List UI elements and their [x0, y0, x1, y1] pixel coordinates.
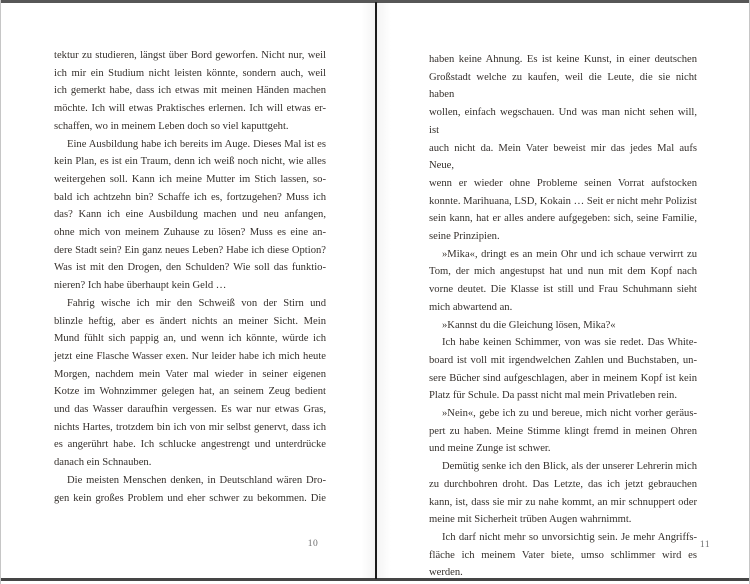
text-line: möchte. Ich will etwas Praktisches erlernen. Ich will etwas er- [54, 103, 326, 115]
text-line: Eine Ausbildung habe ich bereits im Auge. Dieses Mal ist es [67, 138, 326, 150]
page-number-right: 11 [699, 540, 711, 550]
text-line: »Nein«, gebe ich zu und bereue, mich nicht vorher geräus- [442, 408, 697, 420]
text-line: Morgen, nachdem mein Vater mal wieder in seiner eigenen [54, 368, 326, 380]
text-line: meine mit Sicherheit trüben Augen wahrnimmt. [429, 514, 632, 526]
text-line: sere Bücher sind aufgeschlagen, aber in meinem Kopf ist kein [429, 372, 697, 384]
text-line: blinzle heftig, aber es ändert nichts an meiner Sicht. Mein [54, 315, 326, 327]
text-line: und das Wasser daraufhin vergessen. Es war nur etwas Gras, [54, 404, 326, 416]
text-line: »Kannst du die Gleichung lösen, Mika?« [442, 319, 616, 331]
text-line: Tom, der mich angestupst hat und nun mit dem Kopf nach [429, 266, 697, 278]
text-line: Die meisten Menschen denken, in Deutschland wären Dro- [67, 474, 326, 486]
text-line: Demütig senke ich den Blick, als der unserer Lehrerin mich [442, 461, 697, 473]
text-line: wollen, einfach wegschauen. Und was man nicht sehen will, ist [429, 107, 697, 136]
text-line: Platz für Schule. Da passt nicht mal mein Privatleben rein. [429, 390, 678, 402]
text-line: wenn er wieder ohne Probleme seinen Vorrat aufstocken [429, 177, 697, 189]
page-number-left: 10 [307, 539, 319, 549]
text-line: vorne deutet. Die Klasse ist still und Frau Schuhmann sieht [429, 284, 697, 296]
text-line: Ich habe keinen Schimmer, von was sie redet. Das White- [442, 337, 697, 349]
gutter-shadow-right [377, 3, 391, 578]
text-line: tektur zu studieren, längst über Bord geworfen. Nicht nur, weil [54, 50, 326, 61]
text-line: danach ein Schnauben. [54, 457, 152, 469]
text-line: konnte. Marihuana, LSD, Kokain … Seit er nicht mehr Polizist [429, 195, 697, 207]
text-line: Großstadt welche zu kaufen, weil die Leute, die sie nicht haben [429, 71, 697, 101]
page-left-text-block [54, 47, 326, 507]
text-line: weitergehen soll. Kann ich meine Mutter im Stich lassen, so- [54, 173, 326, 185]
text-line: fläche ich meinem Vater biete, umso schlimmer wird es werden. [429, 549, 697, 579]
text-line: das? Kann ich eine Ausbildung machen und neu anfangen, [54, 209, 326, 221]
text-line: mich abwartend an. [429, 301, 513, 313]
text-line: board ist voll mit irgendwelchen Zahlen und Buchstaben, un- [429, 354, 697, 366]
text-line: seine Prinzipien. [429, 231, 500, 243]
text-line: bald ich achtzehn bin? Schaffe ich es, fortzugehen? Muss ich [54, 191, 326, 203]
text-line: kann, ist, dass sie mir zu nahe kommt, an mir schnuppert oder [429, 496, 697, 508]
text-line: kein Plan, es ist ein Traum, denn ich weiß noch nicht, wie alles [54, 156, 326, 168]
gutter-shadow-left [361, 3, 375, 578]
text-line: gen kein großes Problem und eher schwer zu bekommen. Die [54, 492, 326, 504]
text-line: ich gemerkt habe, dass ich etwas mit meinen Händen machen [54, 85, 326, 97]
text-line: und meine Zunge ist schwer. [429, 443, 551, 455]
text-line: haben keine Ahnung. Es ist keine Kunst, in einer deutschen [429, 54, 697, 65]
text-line: Was ist mit den Drogen, den Schulden? Wie soll das funktio- [54, 262, 326, 274]
text-line: pert zu haben. Meine Stimme klingt fremd in meinen Ohren [429, 425, 697, 437]
text-line: ohne mich von meinem Zuhause zu lösen? Muss es eine an- [54, 227, 326, 239]
text-line: Fahrig wische ich mir den Schweiß von der Stirn und [67, 297, 326, 309]
text-line: es angerührt habe. Ich schlucke angestrengt und unterdrücke [54, 439, 326, 451]
text-line: jetzt eine Flasche Wasser exen. Nur leider habe ich mich heute [54, 350, 326, 362]
text-line: Ich darf nicht mehr so unvorsichtig sein. Je mehr Angriffs- [442, 531, 697, 543]
page-right-text-block [429, 51, 697, 582]
text-line: »Mika«, dringt es an mein Ohr und ich schaue verwirrt zu [442, 248, 697, 260]
text-line: sein kann, hat er alles andere aufgegeben: sich, seine Familie, [429, 213, 697, 225]
text-line: nieren? Ich habe überhaupt kein Geld … [54, 280, 227, 292]
text-line: Kotze im Wohnzimmer gelegen hat, an seinem Zeug bedient [54, 386, 326, 398]
text-line: schaffen, wo in meinem Leben doch so viel kaputtgeht. [54, 120, 289, 132]
text-line: nichts Hartes, trotzdem bin ich von mir selbst genervt, dass ich [54, 421, 326, 433]
text-line: Mund fühlt sich pappig an, und wenn ich könnte, würde ich [54, 333, 326, 345]
text-line: dere Stadt sein? Ein ganz neues Leben? Habe ich diese Option? [54, 244, 326, 256]
book-spine [375, 2, 377, 579]
text-line: zu durchbohren droht. Das Letzte, das ich jetzt gebrauchen [429, 478, 697, 490]
text-line: auch nicht da. Mein Vater beweist mir das jedes Mal aufs Neue, [429, 142, 697, 172]
text-line: ich mir ein Studium nicht leisten könnte, sondern auch, weil [54, 67, 326, 79]
